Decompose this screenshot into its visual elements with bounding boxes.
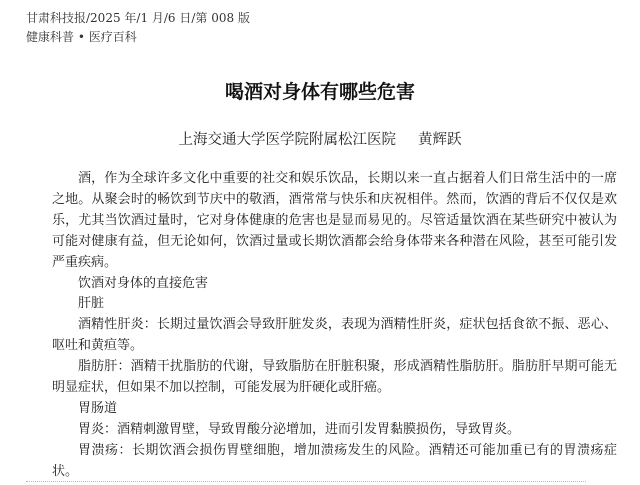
article-body xyxy=(52,169,617,483)
subheading-gi-tract: 胃肠道 xyxy=(78,400,118,416)
author-name: 黄辉跃 xyxy=(418,132,462,148)
intro-paragraph: 酒，作为全球许多文化中重要的社交和娱乐饮品，长期以来一直占据着人们日常生活中的一席之地。从聚会时的畅饮到节庆中的敬酒，酒常常与快乐和庆祝相伴。然而，饮酒的背后不仅仅是欢乐，尤其当饮酒过量时，它对身体健康的危害也是显而易见的。尽管适量饮酒在某些研究中被认为可能对健康有益，但无论如何，饮酒过量或长期饮酒都会给身体带来各种潜在风险，甚至可能引发严重疾病。 xyxy=(52,171,617,270)
masthead xyxy=(26,9,250,47)
section-heading: 饮酒对身体的直接危害 xyxy=(78,275,209,291)
subheading-liver: 肝脏 xyxy=(78,296,105,312)
author-affiliation: 上海交通大学医学院附属松江医院 xyxy=(178,132,396,148)
entry-gastric-ulcer: 胃溃疡：长期饮酒会损伤胃壁细胞，增加溃疡发生的风险。酒精还可能加重已有的胃溃疡症状。 xyxy=(52,442,617,479)
entry-alcoholic-hepatitis: 酒精性肝炎：长期过量饮酒会导致肝脏发炎，表现为酒精性肝炎，症状包括食欲不振、恶心、呕吐和黄疸等。 xyxy=(52,317,617,354)
entry-gastritis: 胃炎：酒精刺激胃壁，导致胃酸分泌增加，进而引发胃黏膜损伤，导致胃炎。 xyxy=(78,421,521,437)
page-bottom-divider xyxy=(26,481,586,482)
masthead-section-line: 健康科普 • 医疗百科 xyxy=(26,30,137,44)
masthead-publication-line: 甘肃科技报/2025 年/1 月/6 日/第 008 版 xyxy=(26,11,250,25)
article-byline xyxy=(0,130,640,150)
entry-fatty-liver: 脂肪肝：酒精干扰脂肪的代谢，导致脂肪在肝脏积聚，形成酒精性脂肪肝。脂肪肝早期可能无明显症状，但如果不加以控制，可能发展为肝硬化或肝癌。 xyxy=(52,359,617,396)
article-title: 喝酒对身体有哪些危害 xyxy=(224,81,415,103)
